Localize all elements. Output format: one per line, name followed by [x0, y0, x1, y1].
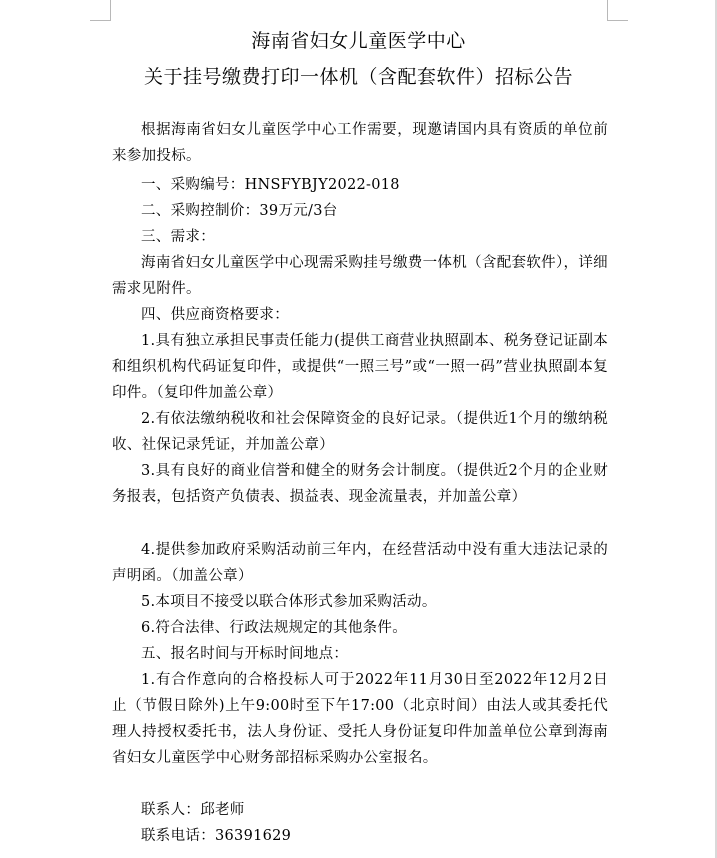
qualification-item-5: 5.本项目不接受以联合体形式参加采购活动。 [141, 594, 437, 610]
qualification-item-3: 3.具有良好的商业信誉和健全的财务会计制度。（提供近2个月的企业财务报表，包括资产负债表、损益表、现金流量表，并加盖公章） [112, 463, 608, 505]
crop-mark-top-right [607, 0, 628, 21]
procurement-number: 一、采购编号：HNSFYBJY2022-018 [141, 177, 400, 193]
requirement-heading: 三、需求： [141, 229, 215, 245]
qualification-item-2: 2.有依法缴纳税收和社会保障资金的良好记录。（提供近1个月的缴纳税收、社保记录凭证，并加盖公章） [112, 411, 608, 453]
registration-item-1: 1.有合作意向的合格投标人可于2022年11月30日至2022年12月2日止（节假日除外)上午9:00时至下午17:00（北京时间）由法人或其委托代理人持授权委托书，法人身份证、受托人身份证复印件加盖单位公章到海南省妇女儿童医学中心财务部招标采购办公室报名。 [112, 672, 608, 766]
document-title-line2: 关于挂号缴费打印一体机（含配套软件）招标公告 [143, 66, 573, 88]
contact-phone: 联系电话：36391629 [141, 828, 292, 844]
qualification-item-1: 1.具有独立承担民事责任能力(提供工商营业执照副本、税务登记证副本和组织机构代码证复印件，或提供“一照三号”或“一照一码”营业执照副本复印件。（复印件加盖公章） [112, 333, 608, 401]
contact-person: 联系人：邱老师 [141, 802, 245, 818]
qualification-heading: 四、供应商资格要求： [141, 307, 289, 323]
intro-paragraph: 根据海南省妇女儿童医学中心工作需要，现邀请国内具有资质的单位前来参加投标。 [112, 122, 608, 164]
document-title-line1: 海南省妇女儿童医学中心 [251, 30, 466, 52]
procurement-budget: 二、采购控制价：39万元/3台 [141, 203, 338, 219]
qualification-item-6: 6.符合法律、行政法规规定的其他条件。 [141, 620, 408, 636]
registration-heading: 五、报名时间与开标时间地点： [141, 646, 349, 662]
qualification-item-4: 4.提供参加政府采购活动前三年内，在经营活动中没有重大违法记录的声明函。（加盖公章） [112, 542, 608, 584]
requirement-text: 海南省妇女儿童医学中心现需采购挂号缴费一体机（含配套软件），详细需求见附件。 [112, 255, 608, 297]
crop-mark-top-left [90, 0, 111, 21]
